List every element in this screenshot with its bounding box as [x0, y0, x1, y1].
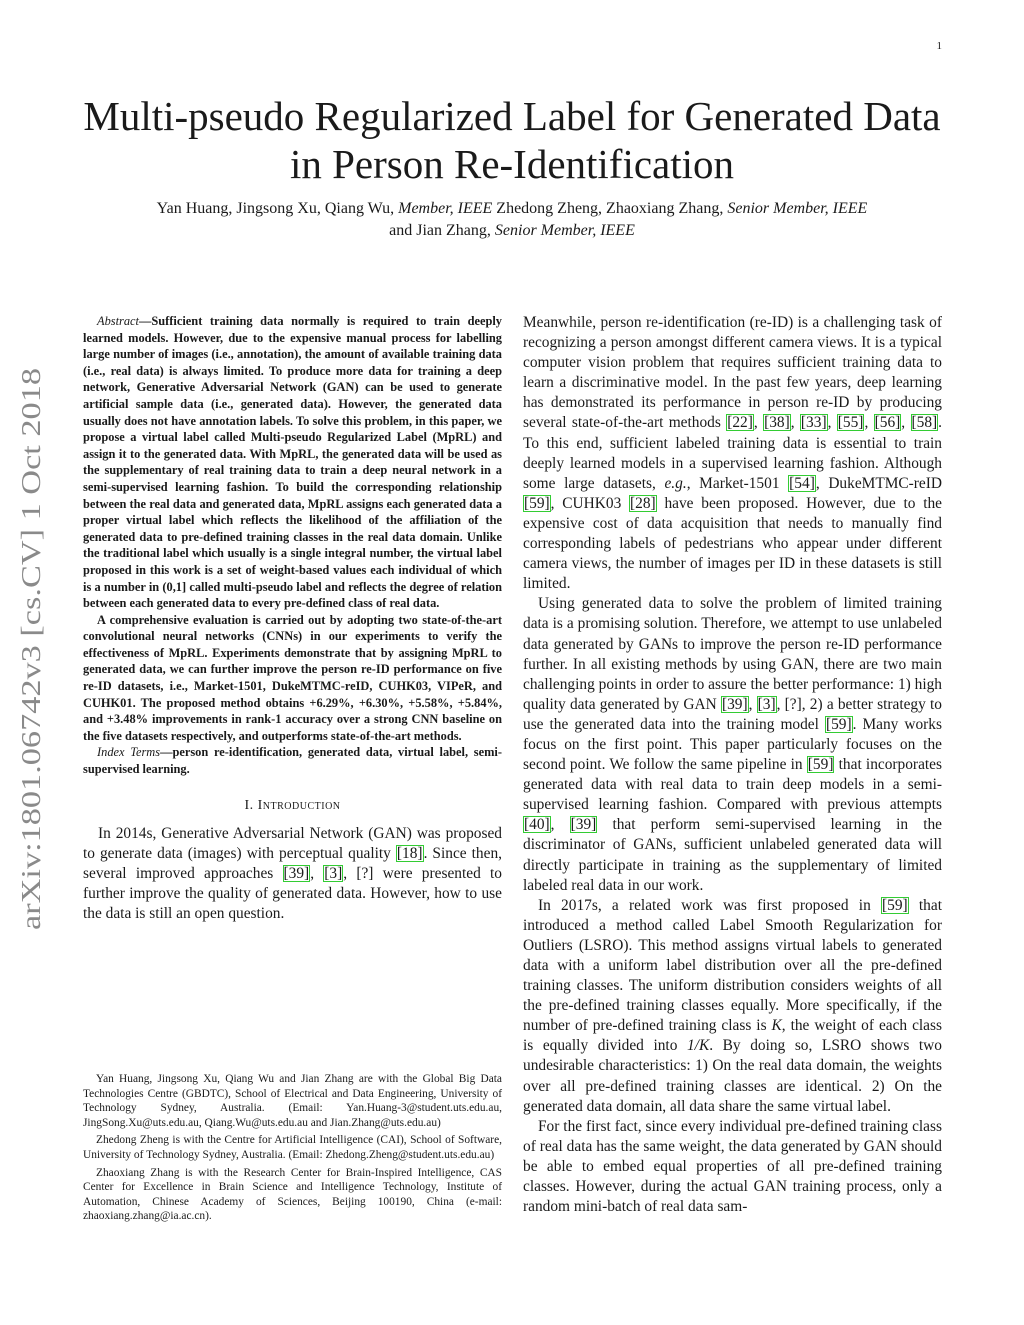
- paper-title: [60, 92, 964, 188]
- arxiv-stamp: [16, 365, 46, 930]
- citation-link[interactable]: [39]: [283, 864, 310, 882]
- index-terms-text: —person re-identification, generated data, virtual label, semi-supervised learning.: [83, 745, 502, 777]
- page-number: 1: [936, 40, 942, 52]
- citation-link[interactable]: [18]: [396, 844, 423, 862]
- footnotes: [83, 1072, 502, 1227]
- text-run: ,: [864, 414, 874, 432]
- citation-link[interactable]: [28]: [630, 494, 656, 512]
- text-run: ,: [790, 414, 800, 432]
- author-affil: Member, IEEE: [398, 200, 493, 217]
- citation-link[interactable]: [40]: [524, 816, 550, 834]
- citation-link[interactable]: [54]: [789, 474, 815, 492]
- author-affil: Senior Member, IEEE: [727, 200, 868, 217]
- text-run: . Many works focus on the first point. This paper particularly focuses on the second point. We follow the same pipeline in: [523, 715, 942, 774]
- section-number: I.: [244, 797, 254, 813]
- author-names: Zhedong Zheng, Zhaoxiang Zhang,: [492, 200, 728, 217]
- right-paragraph-2: [523, 594, 942, 895]
- text-run: . By doing so, LSRO shows two undesirable characteristics: 1) On the real data domain, the weights over all pre-defined training classes are identical. 2) On the generated data domain, all data share the same virtual label.: [523, 1037, 942, 1115]
- text-run: e.g.: [664, 474, 687, 492]
- left-column: [83, 313, 502, 924]
- intro-left-text: [83, 824, 502, 924]
- text-run: ,: [901, 414, 911, 432]
- citation-link[interactable]: [59]: [882, 896, 908, 914]
- text-run: , CUHK03: [550, 494, 630, 512]
- citation-link[interactable]: [58]: [911, 414, 938, 432]
- author-names: and Jian Zhang,: [389, 222, 495, 239]
- text-run: ,: [748, 695, 757, 713]
- text-run: , DukeMTMC-reID: [815, 474, 943, 492]
- text-run: Meanwhile, person re-identification (re-ID) is a challenging task of recognizing a person amongst different camera views. It is a typical computer vision problem that requires sufficient training data to learn a discriminative model. In the past few years, deep learning has demonstrated its performance in person re-ID by producing several state-of-the-art methods: [523, 314, 942, 432]
- right-paragraph-3: [523, 896, 942, 1117]
- text-run: ,: [827, 414, 837, 432]
- right-column: [523, 313, 942, 1217]
- abstract-paragraph-1: [83, 313, 502, 612]
- text-run: ,: [753, 414, 764, 432]
- author-affil: Senior Member, IEEE: [494, 222, 635, 239]
- author-names: Yan Huang, Jingsong Xu, Qiang Wu,: [156, 200, 399, 217]
- author-line-2: [60, 220, 964, 242]
- text-run: that incorporates generated data with real data to train deep models in a semi-supervised learning fashion. Compared with previous attempts: [523, 756, 942, 814]
- right-paragraph-4: For the first fact, since every individual pre-defined training class of real data has the same weight, the data generated by GAN should be able to embed equal properties of all pre-defined training classes. However, during the actual GAN training process, only a random mini-batch of real data sam-: [523, 1117, 942, 1216]
- text-run: have been proposed. However, due to the expensive cost of data acquisition that needs to manually find corresponding labels of pedestrians who appear under different camera views, the number of images per ID in these datasets is still limited.: [523, 494, 942, 593]
- title-line-1: Multi-pseudo Regularized Label for Generated Data: [83, 93, 941, 139]
- title-line-2: in Person Re-Identification: [289, 141, 735, 187]
- text-run: , [?] were presented to further improve the quality of generated data. However, how to use the data is still an open question.: [83, 864, 502, 922]
- math-expression: 1/K: [686, 1037, 710, 1055]
- text-run: . Since then, several improved approaches: [83, 844, 502, 882]
- citation-link[interactable]: [59]: [524, 494, 550, 512]
- index-terms: [83, 744, 502, 777]
- citation-link[interactable]: [59]: [807, 756, 834, 774]
- citation-link[interactable]: [55]: [837, 414, 864, 432]
- text-run: ,: [310, 864, 324, 882]
- footnote-2: Zhedong Zheng is with the Centre for Artificial Intelligence (CAI), School of Software, University of Technology Sydney, Australia. (Email: Zhedong.Zheng@student.uts.edu.au): [83, 1134, 502, 1161]
- text-run: , [?], 2) a better strategy to use the generated data into the training model: [523, 695, 942, 733]
- citation-link[interactable]: [22]: [727, 414, 753, 432]
- citation-link[interactable]: [38]: [764, 414, 790, 432]
- author-list: [60, 198, 964, 242]
- arxiv-stamp-svg: [16, 365, 46, 930]
- right-paragraph-1: [523, 313, 942, 594]
- section-heading: [83, 798, 502, 814]
- citation-link[interactable]: [56]: [874, 414, 901, 432]
- citation-link[interactable]: [3]: [757, 695, 776, 713]
- index-terms-lead: Index Terms: [97, 745, 161, 760]
- citation-link[interactable]: [33]: [800, 414, 827, 432]
- text-run: , Market-1501: [686, 474, 789, 492]
- footnote-1: Yan Huang, Jingsong Xu, Qiang Wu and Jian Zhang are with the Global Big Data Technologies Centre (GBDTC), School of Electrical and Data Engineering, University of Technology Sydney, Australia. (Email: Yan.Huang-3@student.uts.edu.au, JingSong.Xu@uts.edu.au, Qiang.Wu@uts.edu.au and Jian.Zhang@uts.edu.au): [83, 1073, 502, 1129]
- author-line-1: [60, 198, 964, 220]
- text-run: ,: [550, 816, 570, 834]
- intro-paragraph-1: [83, 824, 502, 924]
- citation-link[interactable]: [39]: [721, 695, 748, 713]
- math-variable: K: [771, 1017, 782, 1035]
- abstract-lead: Abstract: [97, 314, 139, 328]
- text-run: that introduced a method called Label Smooth Regularization for Outliers (LSRO). This method assigns virtual labels to generated data with a uniform label distribution over all the pre-defined training classes. The uniform distribution considers weights of all the pre-defined training classes equally. More specifically, if the number of pre-defined training class is: [523, 896, 942, 1035]
- abstract-text-1: —Sufficient training data normally is required to train deeply learned models. However, due to the expensive manual process for labelling large number of images (i.e., annotation), the amount of available training data (i.e., real data) is always limited. To produce more data for training a deep network, Generative Adversarial Network (GAN) can be used to generate artificial sample data (i.e., generated data). However, the generated data usually does not have annotation labels. To solve this problem, in this paper, we propose a virtual label called Multi-pseudo Regularized Label (MpRL) and assign it to the generated data. With MpRL, the generated data will be used as the supplementary of real training data to train a deep neural network in a semi-supervised learning fashion. To build the corresponding relationship between the real data and generated data, MpRL assigns each generated data a proper virtual label which reflects the likelihood of the affiliation of the generated data to pre-defined training classes in the real data domain. Unlike the traditional label which usually is a single integral number, the virtual label proposed in this work is a set of weight-based values each individual of which is a number in (0,1] called multi-pseudo label and reflects the degree of relation between each generated data to every pre-defined class of real data.: [83, 314, 502, 611]
- citation-link[interactable]: [39]: [570, 816, 597, 834]
- text-run: . To this end, sufficient labeled training data is essential to train deeply learned models in a supervised learning fashion. Although some large datasets,: [523, 414, 943, 492]
- footnote-3: Zhaoxiang Zhang is with the Research Center for Brain-Inspired Intelligence, CAS Center for Excellence in Brain Science and Intelligence Technology, Institute of Automation, Chinese Academy of Sciences, Beijing 100190, China (e-mail: zhaoxiang.zhang@ia.ac.cn).: [83, 1166, 502, 1223]
- citation-link[interactable]: [59]: [825, 715, 852, 733]
- text-run: Using generated data to solve the problem of limited training data is a promising solution. Therefore, we attempt to use unlabeled data generated by GANs to improve the person re-ID performance further. In all existing methods by using GAN, there are two main challenging points in order to assure the better performance: 1) high quality data generated by GAN: [523, 595, 942, 713]
- text-run: In 2014s, Generative Adversarial Network (GAN) was proposed to generate data (images) with perceptual quality: [83, 824, 502, 862]
- text-run: that perform semi-supervised learning in the discriminator of GANs, sufficient unlabeled generated data will directly participate in training as the supplementary of limited labeled real data in our work.: [523, 816, 943, 894]
- citation-link[interactable]: [3]: [324, 864, 343, 882]
- section-title: Introduction: [257, 797, 341, 813]
- arxiv-stamp-text: arXiv:1801.06742v3 [cs.CV] 1 Oct 2018: [16, 487, 46, 930]
- text-run: In 2017s, a related work was first proposed in: [538, 896, 882, 914]
- abstract: [83, 313, 502, 778]
- abstract-paragraph-2: A comprehensive evaluation is carried out by adopting two state-of-the-art convolutional neural networks (CNNs) in our experiments to verify the effectiveness of MpRL. Experiments demonstrate that by assigning MpRL to generated data, we can further improve the person re-ID performance on five re-ID datasets, i.e., Market-1501, DukeMTMC-reID, CUHK03, VIPeR, and CUHK01. The proposed method obtains +6.29%, +6.30%, +5.58%, +5.84%, and +3.48% improvements in rank-1 accuracy over a strong CNN baseline on the five datasets respectively, and outperforms state-of-the-art methods.: [83, 612, 502, 743]
- text-run: , the weight of each class is equally divided into: [523, 1017, 942, 1055]
